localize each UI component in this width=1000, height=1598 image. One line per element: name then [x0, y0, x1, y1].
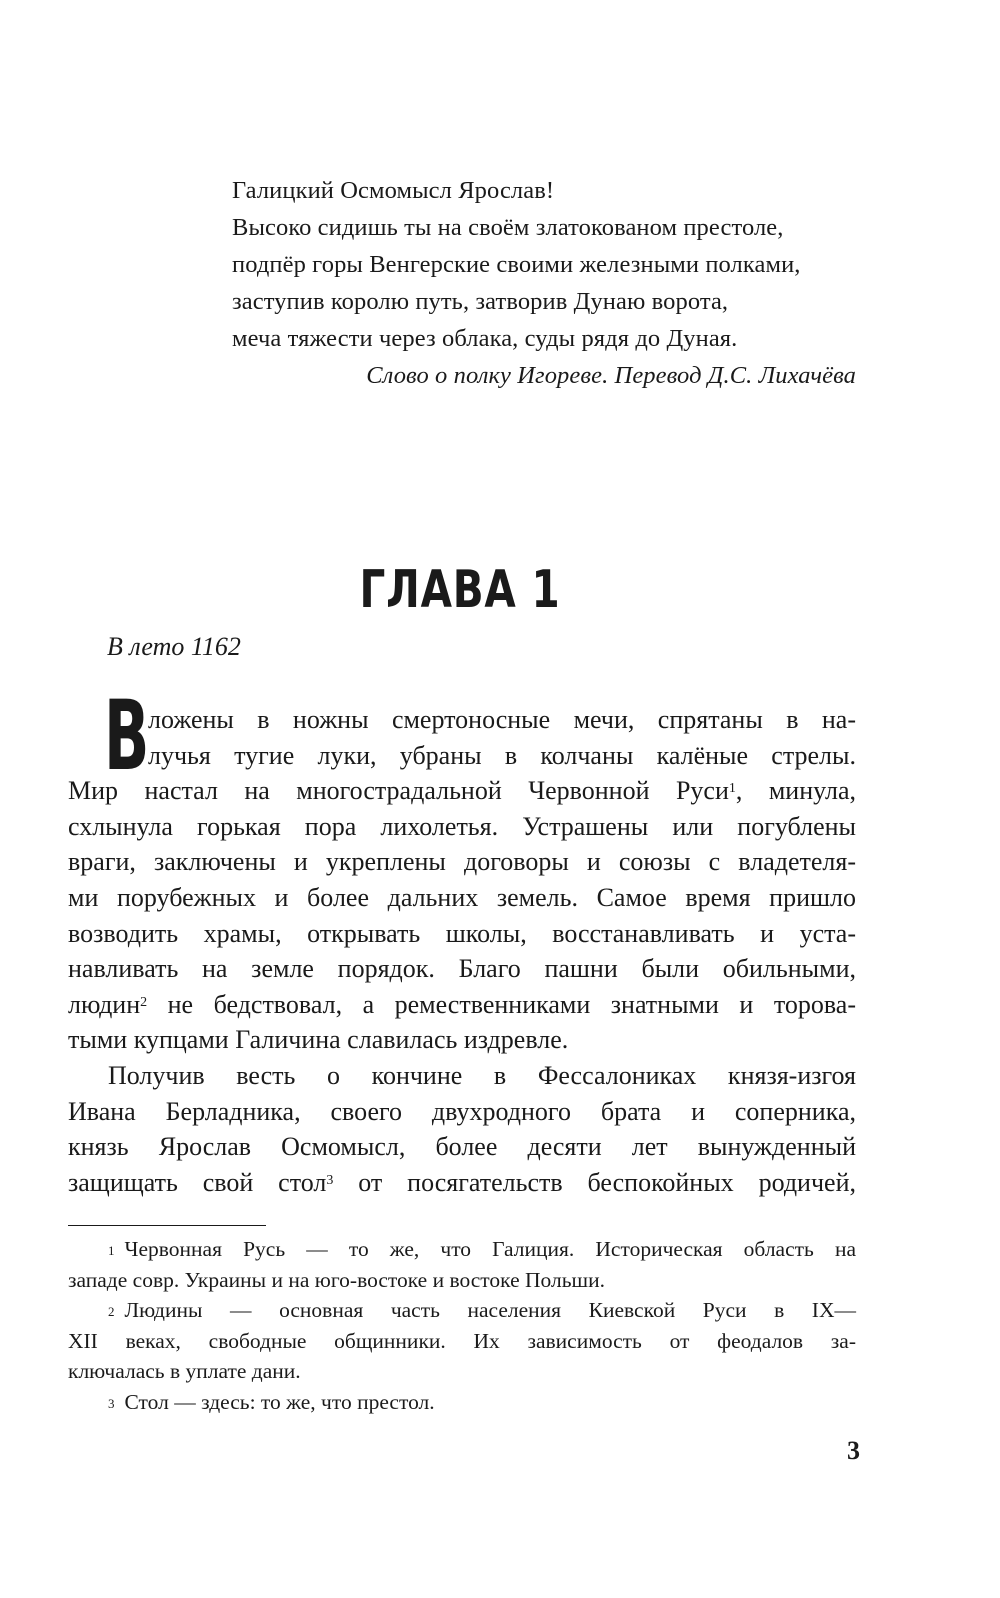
footnote-text: Червонная Русь — то же, что Галиция. Историческая область на — [124, 1237, 856, 1261]
body-line-text: от посягательств беспокойных родичей, — [333, 1167, 856, 1197]
footnote-divider — [68, 1225, 266, 1226]
epigraph-source: Слово о полку Игореве. Перевод Д.С. Лихачёва — [366, 362, 856, 389]
chapter-date: В лето 1162 — [107, 632, 241, 661]
footnote-line — [68, 1387, 856, 1418]
body-line: враги, заключены и укреплены договоры и союзы с владетеля- — [68, 847, 856, 877]
footnote-line: XII веках, свободные общинники. Их зависимость от феодалов за- — [68, 1328, 856, 1353]
body-line-text: людин — [68, 989, 141, 1019]
epigraph-line: подпёр горы Венгерские своими железными полками, — [232, 251, 801, 278]
body-line: Ивана Берладника, своего двухродного брата и соперника, — [68, 1096, 856, 1126]
epigraph-line: меча тяжести через облака, суды рядя до Дуная. — [232, 325, 738, 352]
body-text — [68, 702, 856, 1200]
footnote-line — [68, 1295, 856, 1326]
body-line-text: защищать свой стол — [68, 1167, 327, 1197]
body-line: схлынула горькая пора лихолетья. Устрашены или погублены — [68, 811, 856, 841]
body-line: возводить храмы, открывать школы, восстанавливать и уста- — [68, 918, 856, 948]
body-line — [68, 773, 856, 809]
epigraph-line: Высоко сидишь ты на своём златокованом престоле, — [232, 214, 784, 241]
footnote-line: ключалась в уплате дани. — [68, 1359, 301, 1383]
epigraph — [232, 172, 872, 394]
footnote-line: западе совр. Украины и на юго-востоке и востоке Польши. — [68, 1267, 605, 1292]
footnote-line — [68, 1234, 856, 1265]
body-line — [68, 1165, 856, 1201]
footnote-number: 1 — [108, 1243, 115, 1258]
chapter-title: ГЛАВА 1 — [359, 560, 561, 620]
footnotes — [68, 1234, 856, 1417]
footnote-ref: 1 — [728, 781, 736, 797]
page-number: 3 — [847, 1436, 860, 1465]
body-line: тыми купцами Галичина славилась издревле. — [68, 1025, 569, 1055]
epigraph-line: заступив королю путь, затворив Дунаю ворота, — [232, 288, 729, 315]
body-line-text: , минула, — [735, 776, 856, 806]
footnote-ref: 3 — [326, 1172, 334, 1188]
body-line: ложены в ножны смертоносные мечи, спрятаны в на- — [148, 705, 856, 734]
footnote-number: 2 — [108, 1304, 115, 1319]
body-line: навливать на земле порядок. Благо пашни были обильными, — [68, 954, 856, 984]
footnote-text: Стол — здесь: то же, что престол. — [124, 1389, 435, 1414]
body-line: Получив весть о кончине в Фессалониках князя-изгоя — [108, 1060, 856, 1090]
body-line-text: Мир настал на многострадальной Червонной Руси — [68, 776, 729, 806]
footnote-ref: 2 — [140, 994, 148, 1010]
drop-cap: В — [104, 680, 150, 792]
epigraph-line: Галицкий Осмомысл Ярослав! — [232, 177, 555, 204]
body-line-text: не бедствовал, а ремественниками знатными и торова- — [147, 989, 856, 1019]
body-line — [68, 987, 856, 1023]
footnote-number: 3 — [108, 1395, 115, 1411]
body-line: лучья тугие луки, убраны в колчаны калёные стрелы. — [148, 740, 856, 770]
body-line: князь Ярослав Осмомысл, более десяти лет вынужденный — [68, 1132, 856, 1162]
footnote-text: Людины — основная часть населения Киевской Руси в IX— — [124, 1298, 856, 1322]
body-line: ми порубежных и более дальних земель. Самое время пришло — [68, 882, 856, 912]
